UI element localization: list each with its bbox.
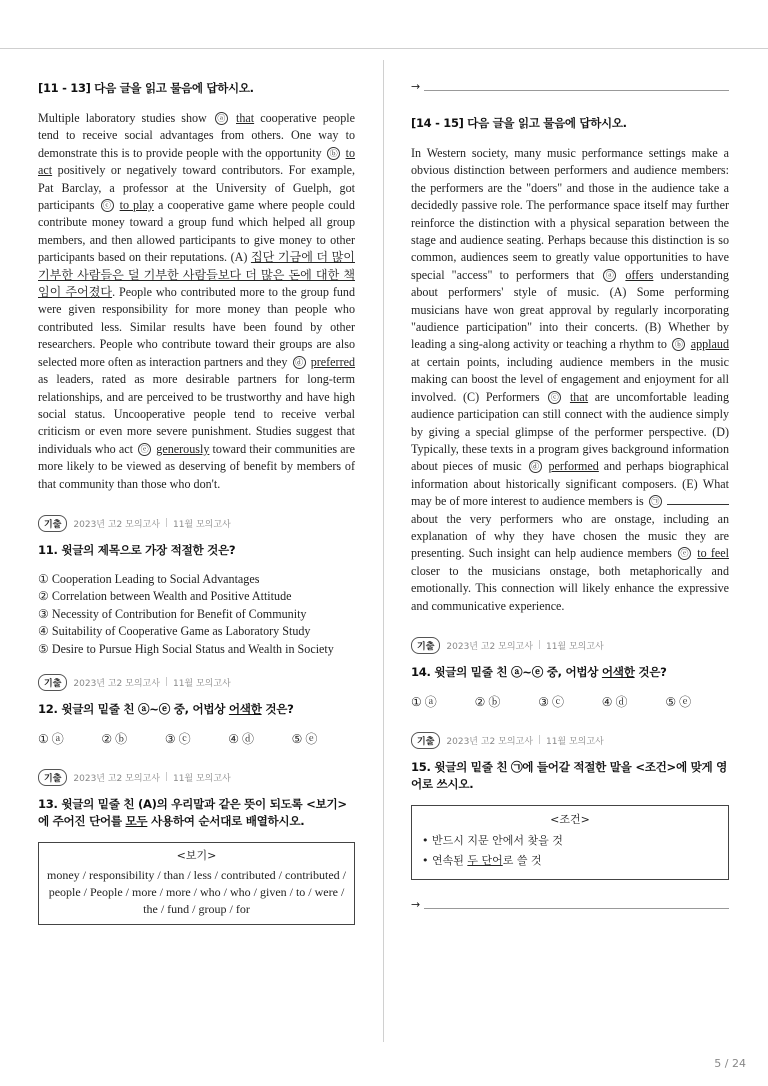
question-15: 15. 윗글의 밑줄 친 ㉠에 들어갈 적절한 말을 <조건>에 맞게 영어로 쓰시오. [411,759,728,791]
marker-b: ⓑ [327,147,340,160]
marker-d: ⓓ [529,460,542,473]
condition-box [411,805,729,880]
q12-source: 기출 2023년 고2 모의고사 | 11월 모의고사 [38,674,355,691]
tag-badge: 기출 [38,769,67,786]
marker-a: ⓐ [215,112,228,125]
column-divider [383,60,384,1042]
q14-source: 기출 2023년 고2 모의고사 | 11월 모의고사 [411,637,729,654]
q11-option-3[interactable]: ③ Necessity of Contribution for Benefit of Community [38,606,307,621]
tag-badge: 기출 [411,637,440,654]
condition-2: • 연속된 두 단어로 쓸 것 [422,853,542,867]
underline-a: offers [625,267,654,282]
page-number: 5 / 24 [714,1057,746,1070]
q12-choice-1[interactable]: ① ⓐ [38,731,64,746]
marker-e: ⓔ [138,443,151,456]
top-rule [0,48,768,49]
q14-choices [411,693,729,710]
passage-11-13: Multiple laboratory studies show ⓐ that cooperative people tend to receive social advantages from others. One way to demonstrate this is to provide people with the opportunity ⓑ to act positively or negatively toward contributors. For example, Pat Barclay, a professor at the University of Guelph, got participants ⓒ to play a cooperative game where people could contribute money toward a group fund which helped all group members, and then allowed participants to give money to other participants based on their reputations. (A) 집단 기금에 더 많이 기부한 사람들은 덜 기부한 사람들보다 더 많은 돈에 대한 책임이 주어졌다. People who contributed more to the group fund were given responsibility for more money than people who contributed less. Similar results have been found by other researchers. People who contribute toward their groups are also selected more often as interaction partners and they ⓓ preferred as leaders, rated as more desirable partners for long-term relationships, and are perceived to be trustworthy and have high social status. Uncooperative people tend to receive verbal criticism or even more severe punishment. Studies suggest that individuals who act ⓔ generously toward their communities are more likely to be viewed as deserving of benefit by members of that community than those who don't. [38,111,356,491]
q11-option-2[interactable]: ② Correlation between Wealth and Positive Attitude [38,589,292,604]
underline-a: that [236,111,255,125]
korean-sentence-a: 집단 기금에 더 많이 기부한 사람들은 덜 기부한 사람들보다 더 많은 돈에 대한 책임이 주어졌다 [38,250,355,300]
q12-choices [38,730,355,747]
answer-line-13[interactable]: → [411,80,729,93]
word-bank-title: <보기> [176,848,217,862]
q11-option-4[interactable]: ④ Suitability of Cooperative Game as Laboratory Study [38,624,311,639]
underline-d: performed [548,459,599,474]
question-14: 14. 윗글의 밑줄 친 ⓐ~ⓔ 중, 어법상 어색한 것은? [411,664,667,679]
underline-e: generously [156,441,210,456]
q15-source: 기출 2023년 고2 모의고사 | 11월 모의고사 [411,732,729,749]
tag-badge: 기출 [38,515,67,532]
q11-option-1[interactable]: ① Cooperation Leading to Social Advantages [38,571,260,586]
underline-b: applaud [690,337,729,352]
section-header-11-13: [11 - 13] 다음 글을 읽고 물음에 답하시오. [38,81,254,95]
marker-blank: ㉠ [649,495,662,508]
answer-line-15[interactable]: → [411,898,729,911]
q14-choice-2[interactable]: ② ⓑ [474,694,501,709]
right-column [411,80,729,911]
question-12: 12. 윗글의 밑줄 친 ⓐ~ⓔ 중, 어법상 어색한 것은? [38,701,294,716]
marker-b: ⓑ [672,338,685,351]
q12-choice-4[interactable]: ④ ⓓ [228,731,254,746]
tag-badge: 기출 [411,732,440,749]
underline-e: to feel [697,546,730,561]
q11-option-5[interactable]: ⑤ Desire to Pursue High Social Status and Wealth in Society [38,641,334,656]
question-11: 11. 윗글의 제목으로 가장 적절한 것은? [38,542,236,557]
q12-choice-5[interactable]: ⑤ ⓔ [291,731,318,746]
passage-14-15: In Western society, many music performance settings make a obvious distinction between performers and audience members: the performers are the "doers" and those in the audience take a decidedly passive role. The performance space itself may further reinforce the distinction with a physical separation between the stage and audience seating. Perhaps because this distinction is so common, audiences seem to greatly value opportunities to have special "access" to performers that ⓐ offers understanding about performers' style of music. (A) Some performing musicians have won great approval by regularly incorporating "audience participation" into their concerts. (B) Whether by leading a sing-along activity or teaching a rhythm to ⓑ applaud at certain points, including audience members in the music making can boost the level of engagement and enjoyment for all involved. (C) Performers ⓒ that are uncomfortable leading audience participation can still connect with the audience simply by giving a special glimpse of the performer perspective. (D) Typically, these texts in a program gives background information about pieces of music ⓓ performed and perhaps biographical information about historically significant composers. (E) What may be of more interest to audience members is ㉠ about the very performers who are onstage, including an explanation of why they have chosen the music they are presenting. Such insight can help audience members ⓔ to feel closer to the musicians onstage, both metaphorically and emotionally. This connection will likely enhance the expressive and communicative experience. [411,146,730,613]
underline-d: preferred [310,354,356,369]
q11-source: 기출 2023년 고2 모의고사 | 11월 모의고사 [38,515,355,532]
q14-choice-4[interactable]: ④ ⓓ [601,694,628,709]
underline-c: that [569,389,589,404]
q14-choice-1[interactable]: ① ⓐ [411,694,437,709]
condition-1: • 반드시 지문 안에서 찾을 것 [422,833,563,847]
marker-c: ⓒ [548,391,561,404]
tag-badge: 기출 [38,674,67,691]
condition-title: <조건> [550,812,590,826]
marker-c: ⓒ [101,199,114,212]
marker-e: ⓔ [678,547,691,560]
q14-choice-5[interactable]: ⑤ ⓔ [665,694,692,709]
underline-b: to act [38,145,355,178]
section-header-14-15: [14 - 15] 다음 글을 읽고 물음에 답하시오. [411,116,627,130]
underline-c: to play [119,198,154,213]
q12-choice-3[interactable]: ③ ⓒ [164,731,191,746]
blank-line [667,494,729,505]
q14-choice-3[interactable]: ③ ⓒ [538,694,564,709]
word-bank-box [38,842,355,925]
marker-a: ⓐ [603,269,616,282]
left-column [38,80,355,925]
q11-options [38,571,355,658]
q12-choice-2[interactable]: ② ⓑ [101,731,128,746]
marker-d: ⓓ [293,356,306,369]
word-bank-words: money / responsibility / than / less / contributed / contributed / people / People / more / more / who / who / given / to / were / the / fund / group / for [47,867,346,916]
question-13: 13. 윗글의 밑줄 친 (A)의 우리말과 같은 뜻이 되도록 <보기>에 주어진 단어를 모두 사용하여 순서대로 배열하시오. [38,796,347,828]
q13-source: 기출 2023년 고2 모의고사 | 11월 모의고사 [38,769,355,786]
